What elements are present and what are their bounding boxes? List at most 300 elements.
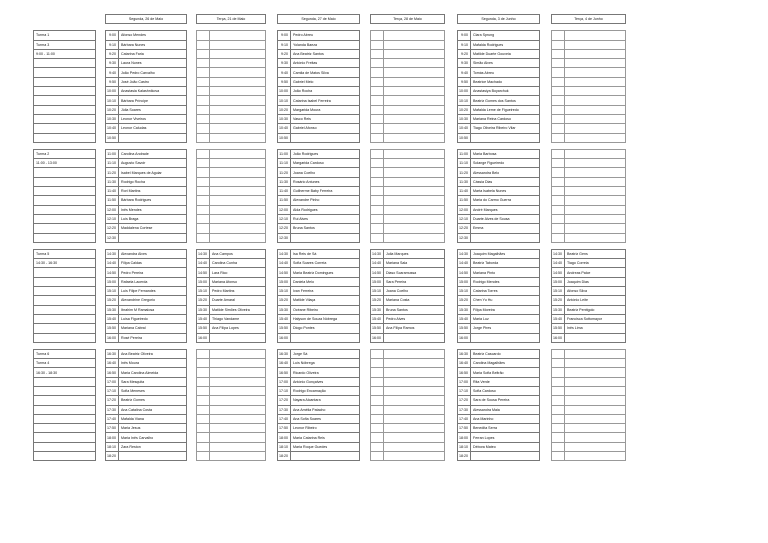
- slot-time: 15:50: [106, 324, 119, 333]
- slot-student: Pedro Alves: [384, 314, 445, 323]
- slot-student: Maria Luz: [471, 314, 540, 323]
- slot-time: 11:40: [458, 187, 471, 196]
- group-label: [34, 287, 96, 296]
- slot-student: Tiago Correia: [565, 259, 626, 268]
- slot-student: Alexandre Pinho: [291, 196, 360, 205]
- slot-time: [552, 87, 565, 96]
- slot-student: Ana Sofia Soares: [291, 414, 360, 423]
- table-row: [34, 31, 626, 40]
- slot-student: [210, 68, 266, 77]
- slot-student: Luísa Figueiredo: [119, 314, 187, 323]
- slot-time: 15:50: [552, 324, 565, 333]
- slot-student: [210, 168, 266, 177]
- slot-time: 12:30: [278, 233, 291, 242]
- slot-student: [210, 414, 266, 423]
- slot-student: Maria Barbosa: [471, 149, 540, 158]
- slot-time: 16:00: [371, 333, 384, 342]
- slot-student: [210, 359, 266, 368]
- slot-student: [210, 396, 266, 405]
- slot-time: 10:10: [106, 96, 119, 105]
- slot-time: [197, 368, 210, 377]
- slot-time: 16:50: [458, 368, 471, 377]
- slot-student: [384, 87, 445, 96]
- slot-time: [197, 149, 210, 158]
- slot-time: 14:50: [458, 268, 471, 277]
- day-header: Segunda, 26 de Maio: [106, 15, 187, 24]
- slot-student: Margarida Cardoso: [291, 159, 360, 168]
- slot-student: [565, 368, 626, 377]
- slot-student: Emma: [471, 224, 540, 233]
- slot-time: [371, 349, 384, 358]
- slot-student: Anastasiya Boyarchuk: [471, 87, 540, 96]
- slot-student: Beatriz Taborda: [471, 259, 540, 268]
- slot-time: [552, 452, 565, 461]
- slot-time: 16:00: [197, 333, 210, 342]
- slot-student: [291, 333, 360, 342]
- table-row: [34, 249, 626, 258]
- slot-student: Francisca Sottomayor: [565, 314, 626, 323]
- slot-student: [384, 177, 445, 186]
- slot-time: [371, 31, 384, 40]
- slot-student: Carolina Cunha: [210, 259, 266, 268]
- slot-time: [197, 168, 210, 177]
- slot-time: 15:30: [552, 305, 565, 314]
- slot-time: 17:40: [278, 414, 291, 423]
- slot-student: [565, 214, 626, 223]
- slot-student: [565, 124, 626, 133]
- slot-time: [552, 49, 565, 58]
- slot-time: [197, 349, 210, 358]
- slot-student: [565, 40, 626, 49]
- slot-time: 18:00: [106, 433, 119, 442]
- slot-time: [197, 233, 210, 242]
- slot-student: Beatrice Machado: [471, 77, 540, 86]
- slot-student: [384, 105, 445, 114]
- group-label: [34, 133, 96, 142]
- table-row: [34, 349, 626, 358]
- slot-time: [552, 405, 565, 414]
- slot-student: [210, 405, 266, 414]
- slot-time: 12:00: [458, 205, 471, 214]
- table-row: [34, 452, 626, 461]
- slot-time: [197, 159, 210, 168]
- slot-time: 17:10: [458, 386, 471, 395]
- slot-time: 11:10: [106, 159, 119, 168]
- slot-time: 11:10: [458, 159, 471, 168]
- slot-student: [119, 233, 187, 242]
- slot-time: [552, 414, 565, 423]
- table-row: [34, 87, 626, 96]
- slot-time: [552, 105, 565, 114]
- slot-student: [210, 424, 266, 433]
- slot-time: [552, 349, 565, 358]
- slot-time: 11:30: [458, 177, 471, 186]
- slot-time: 14:40: [278, 259, 291, 268]
- slot-time: 12:20: [106, 224, 119, 233]
- slot-time: [197, 133, 210, 142]
- slot-student: Mariana Reina Cardoso: [471, 114, 540, 123]
- group-label: [34, 424, 96, 433]
- group-label: 9:00 - 11:00: [34, 49, 96, 58]
- slot-student: João Rocha: [291, 87, 360, 96]
- table-row: [34, 424, 626, 433]
- day-header: Terça, 28 de Maio: [371, 15, 445, 24]
- slot-time: 11:30: [106, 177, 119, 186]
- slot-time: 16:00: [458, 333, 471, 342]
- slot-time: 10:20: [278, 105, 291, 114]
- slot-student: Bárbara Nunes: [119, 40, 187, 49]
- slot-student: Nayara Alcantara: [291, 396, 360, 405]
- slot-time: 15:10: [371, 287, 384, 296]
- slot-time: 18:20: [458, 452, 471, 461]
- table-row: [34, 442, 626, 451]
- slot-student: [384, 405, 445, 414]
- slot-time: [197, 214, 210, 223]
- slot-student: Rui Alves: [291, 214, 360, 223]
- slot-time: 18:20: [278, 452, 291, 461]
- slot-student: Alessandra Maia: [471, 405, 540, 414]
- slot-time: 9:40: [106, 68, 119, 77]
- slot-student: Ana Amélia Patacho: [291, 405, 360, 414]
- slot-time: 15:30: [197, 305, 210, 314]
- slot-time: [371, 386, 384, 395]
- slot-student: [565, 49, 626, 58]
- table-row: [34, 359, 626, 368]
- group-label: [34, 377, 96, 386]
- slot-student: Catarina Torres: [471, 287, 540, 296]
- group-label: [34, 396, 96, 405]
- slot-student: [565, 424, 626, 433]
- slot-time: 10:10: [458, 96, 471, 105]
- slot-time: 14:40: [552, 259, 565, 268]
- schedule-table: [33, 14, 626, 461]
- slot-time: 17:30: [106, 405, 119, 414]
- slot-student: Ana Marinho: [471, 414, 540, 423]
- slot-time: [197, 205, 210, 214]
- slot-student: [565, 333, 626, 342]
- slot-time: 14:40: [197, 259, 210, 268]
- slot-time: [552, 149, 565, 158]
- slot-time: 9:40: [278, 68, 291, 77]
- slot-student: Beatriz Cascardo: [471, 349, 540, 358]
- slot-student: Carolina Andrade: [119, 149, 187, 158]
- slot-student: Matilde Duarte Gouveia: [471, 49, 540, 58]
- slot-time: [371, 114, 384, 123]
- slot-student: Ana Catalina Costa: [119, 405, 187, 414]
- slot-student: Maria do Carmo Guerra: [471, 196, 540, 205]
- slot-student: [210, 187, 266, 196]
- slot-student: Bárbara Rodrigues: [119, 196, 187, 205]
- slot-time: 15:50: [278, 324, 291, 333]
- slot-time: 18:10: [278, 442, 291, 451]
- slot-time: 15:20: [371, 296, 384, 305]
- slot-time: 16:30: [458, 349, 471, 358]
- slot-student: [119, 452, 187, 461]
- slot-student: Ana Campos: [210, 249, 266, 258]
- slot-time: 17:30: [458, 405, 471, 414]
- slot-student: [384, 414, 445, 423]
- slot-student: Simão Alves: [471, 59, 540, 68]
- slot-student: Sofia Soares Correia: [291, 259, 360, 268]
- table-row: [34, 40, 626, 49]
- slot-time: [197, 442, 210, 451]
- slot-student: [384, 433, 445, 442]
- table-row: [34, 177, 626, 186]
- slot-time: [197, 377, 210, 386]
- slot-time: 9:20: [278, 49, 291, 58]
- slot-student: [471, 133, 540, 142]
- slot-time: 12:30: [458, 233, 471, 242]
- slot-time: [552, 40, 565, 49]
- slot-time: [552, 214, 565, 223]
- slot-student: [210, 433, 266, 442]
- slot-student: Leonor Viveiros: [119, 114, 187, 123]
- slot-time: 17:50: [106, 424, 119, 433]
- slot-time: [552, 359, 565, 368]
- slot-time: [371, 396, 384, 405]
- slot-time: 15:40: [197, 314, 210, 323]
- slot-student: Bruna Santos: [291, 224, 360, 233]
- slot-student: Daniela Melo: [291, 277, 360, 286]
- slot-student: Yolanda Baeza: [291, 40, 360, 49]
- slot-time: [552, 224, 565, 233]
- slot-student: Chen Yu Hu: [471, 296, 540, 305]
- slot-time: 17:50: [278, 424, 291, 433]
- slot-student: [210, 40, 266, 49]
- slot-time: 17:20: [458, 396, 471, 405]
- slot-student: [384, 68, 445, 77]
- slot-student: [210, 452, 266, 461]
- group-label: [34, 442, 96, 451]
- slot-student: [210, 59, 266, 68]
- slot-time: [371, 87, 384, 96]
- slot-time: 14:40: [106, 259, 119, 268]
- slot-student: [565, 377, 626, 386]
- slot-student: Isabel Marques de Aguiar: [119, 168, 187, 177]
- slot-student: [565, 359, 626, 368]
- slot-time: 17:00: [458, 377, 471, 386]
- slot-time: 16:50: [106, 368, 119, 377]
- slot-student: Camila de Matos Silva: [291, 68, 360, 77]
- slot-student: [565, 442, 626, 451]
- slot-time: [552, 124, 565, 133]
- slot-student: Vasco Reis: [291, 114, 360, 123]
- table-row: [34, 168, 626, 177]
- group-label: Turma 4: [34, 359, 96, 368]
- slot-student: Tiago Oliveira Ribeiro Vilar: [471, 124, 540, 133]
- slot-student: [384, 349, 445, 358]
- slot-time: 12:20: [458, 224, 471, 233]
- table-row: [34, 333, 626, 342]
- slot-student: [565, 187, 626, 196]
- slot-student: Rodrigo Encarnação: [291, 386, 360, 395]
- slot-student: [210, 377, 266, 386]
- slot-student: [384, 452, 445, 461]
- slot-student: Sara de Sousa Pereira: [471, 396, 540, 405]
- slot-time: [371, 149, 384, 158]
- slot-time: [371, 205, 384, 214]
- slot-time: [371, 424, 384, 433]
- slot-time: [552, 68, 565, 77]
- slot-student: [384, 59, 445, 68]
- slot-time: [197, 424, 210, 433]
- table-row: [34, 133, 626, 142]
- slot-student: Catarina Faria: [119, 49, 187, 58]
- group-label: [34, 214, 96, 223]
- slot-student: Rosé Pereira: [119, 333, 187, 342]
- slot-time: [371, 124, 384, 133]
- slot-student: [565, 396, 626, 405]
- group-label: [34, 433, 96, 442]
- slot-student: [565, 452, 626, 461]
- slot-time: 10:30: [278, 114, 291, 123]
- slot-time: 14:30: [278, 249, 291, 258]
- slot-time: 14:50: [197, 268, 210, 277]
- slot-student: Diaso Scaramussa: [384, 268, 445, 277]
- slot-time: 15:30: [371, 305, 384, 314]
- slot-time: [371, 377, 384, 386]
- slot-time: 15:30: [278, 305, 291, 314]
- table-row: [34, 196, 626, 205]
- slot-student: Tomás Abreu: [471, 68, 540, 77]
- slot-time: [371, 187, 384, 196]
- slot-time: 11:20: [458, 168, 471, 177]
- slot-student: Marta Isabela Nunes: [471, 187, 540, 196]
- slot-student: Inês Mendes: [119, 205, 187, 214]
- slot-student: Sara Mesquita: [119, 377, 187, 386]
- slot-time: 15:40: [106, 314, 119, 323]
- slot-student: [565, 177, 626, 186]
- table-row: [34, 414, 626, 423]
- slot-student: [384, 424, 445, 433]
- slot-time: 10:20: [458, 105, 471, 114]
- slot-time: [552, 396, 565, 405]
- slot-student: Lara Rico: [210, 268, 266, 277]
- slot-time: 15:50: [197, 324, 210, 333]
- slot-time: 10:40: [278, 124, 291, 133]
- slot-time: 15:20: [197, 296, 210, 305]
- slot-time: 16:40: [106, 359, 119, 368]
- slot-student: [565, 59, 626, 68]
- slot-time: 15:20: [106, 296, 119, 305]
- slot-time: 11:50: [106, 196, 119, 205]
- slot-student: Beatriz Gomes dos Santos: [471, 96, 540, 105]
- slot-student: [291, 133, 360, 142]
- slot-student: Pedro Pereira: [119, 268, 187, 277]
- slot-student: [291, 233, 360, 242]
- slot-time: [371, 77, 384, 86]
- slot-time: [552, 205, 565, 214]
- slot-student: Rodrigo Mendes: [471, 277, 540, 286]
- slot-time: [371, 49, 384, 58]
- slot-student: [384, 77, 445, 86]
- slot-student: Mafalda Leme de Figueiredo: [471, 105, 540, 114]
- slot-student: [291, 452, 360, 461]
- group-label: Turma 2: [34, 149, 96, 158]
- group-label: [34, 233, 96, 242]
- slot-time: [552, 114, 565, 123]
- day-header: Terça, 4 de Junho: [552, 15, 626, 24]
- slot-student: [210, 205, 266, 214]
- slot-student: Catarina Isabel Ferreira: [291, 96, 360, 105]
- slot-student: [384, 196, 445, 205]
- slot-student: [471, 333, 540, 342]
- slot-time: 9:10: [458, 40, 471, 49]
- slot-time: [552, 59, 565, 68]
- slot-student: Joaquim Dias: [565, 277, 626, 286]
- slot-student: [565, 77, 626, 86]
- slot-student: Carolina Magalhães: [471, 359, 540, 368]
- slot-time: [197, 177, 210, 186]
- table-row: [34, 377, 626, 386]
- slot-time: 11:20: [106, 168, 119, 177]
- slot-student: [565, 433, 626, 442]
- slot-student: [384, 386, 445, 395]
- slot-time: 12:10: [106, 214, 119, 223]
- table-row: [34, 396, 626, 405]
- slot-student: Zara Reston: [119, 442, 187, 451]
- slot-student: Solange Figueiredo: [471, 159, 540, 168]
- slot-time: 16:40: [458, 359, 471, 368]
- slot-time: [371, 442, 384, 451]
- slot-time: [371, 59, 384, 68]
- group-label: [34, 177, 96, 186]
- slot-student: [210, 49, 266, 58]
- slot-time: [552, 159, 565, 168]
- slot-student: [384, 159, 445, 168]
- slot-student: [119, 133, 187, 142]
- slot-time: [371, 159, 384, 168]
- slot-time: [197, 124, 210, 133]
- slot-student: [210, 349, 266, 358]
- slot-student: Maddalena Cortese: [119, 224, 187, 233]
- slot-student: [210, 442, 266, 451]
- slot-time: 14:30: [197, 249, 210, 258]
- group-label: 11:00 - 13:00: [34, 159, 96, 168]
- group-label: [34, 405, 96, 414]
- slot-time: 15:50: [371, 324, 384, 333]
- slot-student: Rori Martins: [119, 187, 187, 196]
- slot-time: 16:30: [106, 349, 119, 358]
- slot-time: 10:50: [458, 133, 471, 142]
- slot-student: Cássia Dias: [471, 177, 540, 186]
- table-row: [34, 77, 626, 86]
- group-label: [34, 59, 96, 68]
- slot-time: 9:10: [106, 40, 119, 49]
- slot-time: 9:40: [458, 68, 471, 77]
- day-header-row: [34, 15, 626, 24]
- slot-student: Ivan Ferreira: [291, 287, 360, 296]
- slot-student: Ibrahim M Ramalosa: [119, 305, 187, 314]
- slot-time: 10:30: [458, 114, 471, 123]
- group-label: [34, 168, 96, 177]
- slot-time: 17:20: [278, 396, 291, 405]
- slot-time: 9:50: [278, 77, 291, 86]
- slot-time: 10:00: [278, 87, 291, 96]
- slot-student: Ana Beatriz Santos: [291, 49, 360, 58]
- slot-student: [384, 224, 445, 233]
- slot-student: Rosário Antunes: [291, 177, 360, 186]
- slot-student: [565, 114, 626, 123]
- slot-student: [565, 31, 626, 40]
- slot-time: [197, 196, 210, 205]
- slot-time: [552, 177, 565, 186]
- slot-time: [552, 187, 565, 196]
- slot-student: [565, 405, 626, 414]
- slot-student: [384, 49, 445, 58]
- slot-student: Rodrigo Rocha: [119, 177, 187, 186]
- slot-time: 9:50: [458, 77, 471, 86]
